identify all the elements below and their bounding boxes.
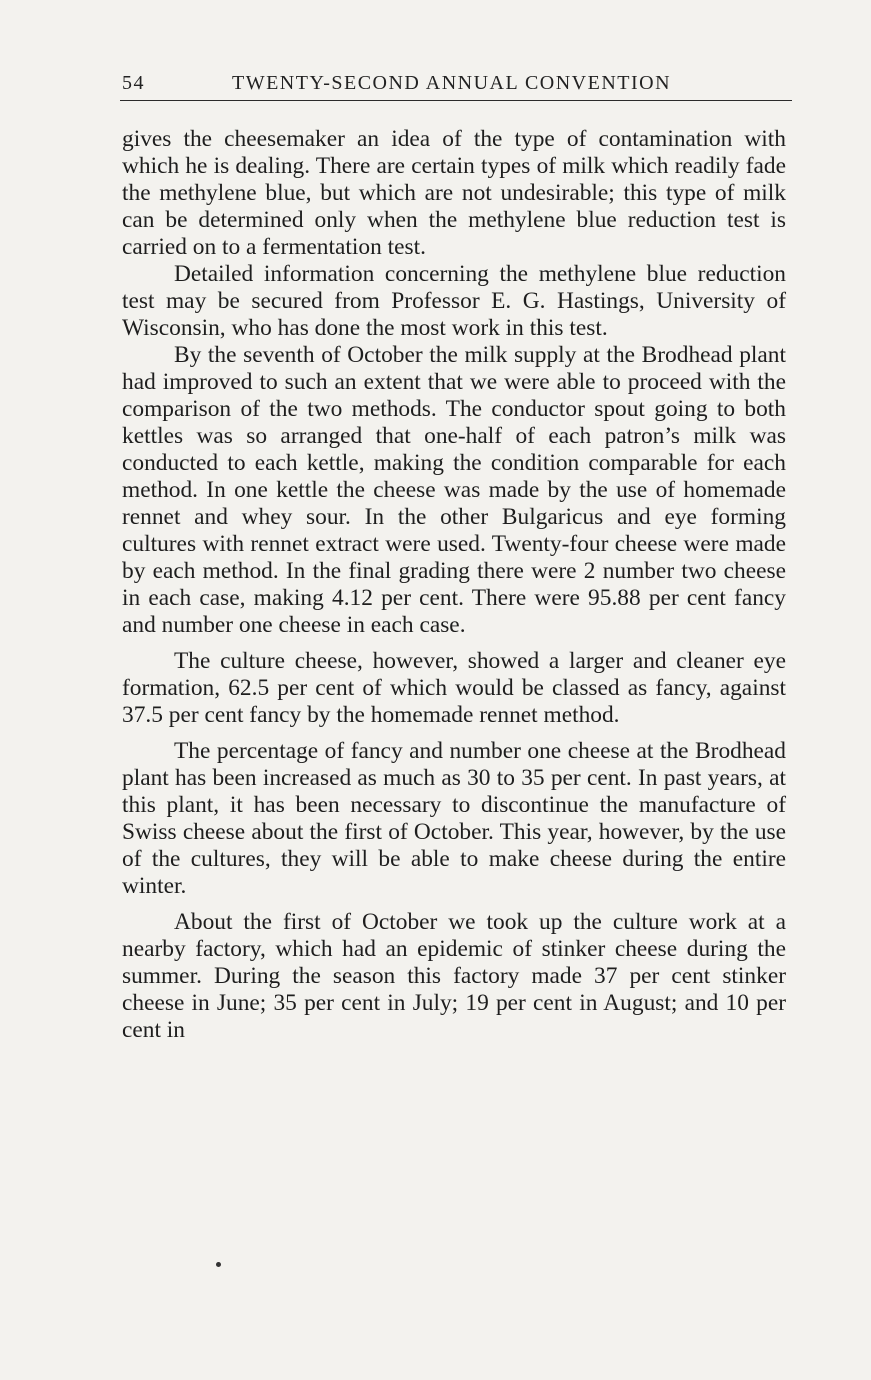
paragraph-3: By the seventh of October the milk supply at the Brodhead plant had improved to such an extent that we were able to proceed with the comparison of the two methods. The conductor spout going to both kettles was so arranged that one-half of each patron’s milk was conducted to each kettle, making the condition comparable for each method. In one kettle the cheese was made by the use of homemade rennet and whey sour. In the other Bulgaricus and eye forming cultures with rennet extract were used. Twenty-four cheese were made by each method. In the final grading there were 2 number two cheese in each case, making 4.12 per cent. There were 95.88 per cent fancy and number one cheese in each case. (122, 342, 786, 638)
header-rule (120, 100, 792, 101)
paragraph-4: The culture cheese, however, showed a larger and cleaner eye formation, 62.5 per cent of which would be classed as fancy, against 37.5 per cent fancy by the homemade rennet method. (122, 648, 786, 728)
page-header (122, 72, 788, 100)
page-number: 54 (122, 72, 145, 94)
paragraph-6: About the first of October we took up the culture work at a nearby factory, which had an epidemic of stinker cheese during the summer. During the season this factory made 37 per cent stinker cheese in June; 35 per cent in July; 19 per cent in August; and 10 per cent in (122, 909, 786, 1043)
running-head: TWENTY-SECOND ANNUAL CONVENTION (232, 72, 672, 94)
body-text (122, 126, 786, 1044)
ink-speck (216, 1262, 221, 1267)
paragraph-1: gives the cheesemaker an idea of the type of contamination with which he is dealing. There are certain types of milk which readily fade the methylene blue, but which are not undesirable; this type of milk can be determined only when the methylene blue reduction test is carried on to a fermentation test. (122, 126, 786, 260)
paragraph-5: The percentage of fancy and number one cheese at the Brodhead plant has been increased as much as 30 to 35 per cent. In past years, at this plant, it has been necessary to discontinue the manufacture of Swiss cheese about the first of October. This year, however, by the use of the cultures, they will be able to make cheese during the entire winter. (122, 738, 786, 899)
paragraph-2: Detailed information concerning the methylene blue reduction test may be secured from Professor E. G. Hastings, University of Wisconsin, who has done the most work in this test. (122, 261, 786, 341)
